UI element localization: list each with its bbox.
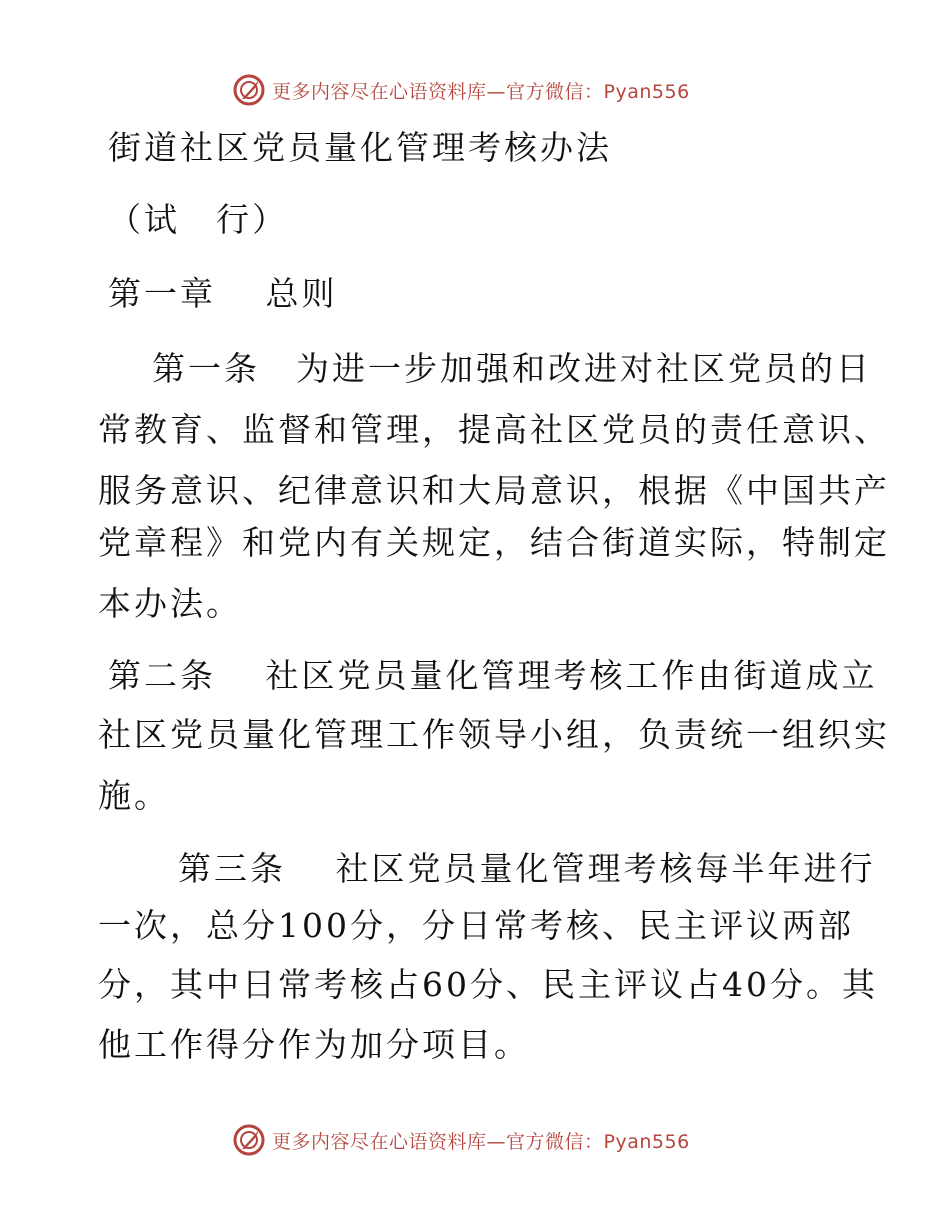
- document-title: 街道社区党员量化管理考核办法: [108, 128, 612, 167]
- quill-seal-icon: [232, 73, 266, 107]
- article-line: 社区党员量化管理工作领导小组，负责统一组织实: [98, 715, 890, 754]
- watermark-text: 更多内容尽在心语资料库—官方微信：Pyan556: [272, 80, 690, 103]
- article-line: 第三条 社区党员量化管理考核每半年进行: [178, 849, 876, 888]
- article-line: 服务意识、纪律意识和大局意识，根据《中国共产: [98, 471, 890, 510]
- article-line: 本办法。: [98, 584, 242, 623]
- watermark-text: 更多内容尽在心语资料库—官方微信：Pyan556: [272, 1130, 690, 1153]
- article-line: 他工作得分作为加分项目。: [98, 1025, 530, 1064]
- article-line: 分，其中日常考核占60分、民主评议占40分。其: [98, 965, 878, 1004]
- watermark-footer: [232, 1122, 690, 1158]
- article-line: 第一条 为进一步加强和改进对社区党员的日: [152, 349, 872, 388]
- article-line: 党章程》和党内有关规定，结合街道实际，特制定: [98, 523, 890, 562]
- document-subtitle: （试 行）: [108, 200, 288, 239]
- quill-seal-icon: [232, 1123, 266, 1157]
- article-line: 常教育、监督和管理，提高社区党员的责任意识、: [98, 410, 890, 449]
- article-line: 第二条 社区党员量化管理考核工作由街道成立: [108, 656, 878, 695]
- chapter-heading: 第一章 总则: [108, 274, 338, 313]
- article-line: 施。: [98, 776, 170, 815]
- article-line: 一次，总分100分，分日常考核、民主评议两部: [98, 906, 854, 945]
- watermark-header: [232, 72, 690, 108]
